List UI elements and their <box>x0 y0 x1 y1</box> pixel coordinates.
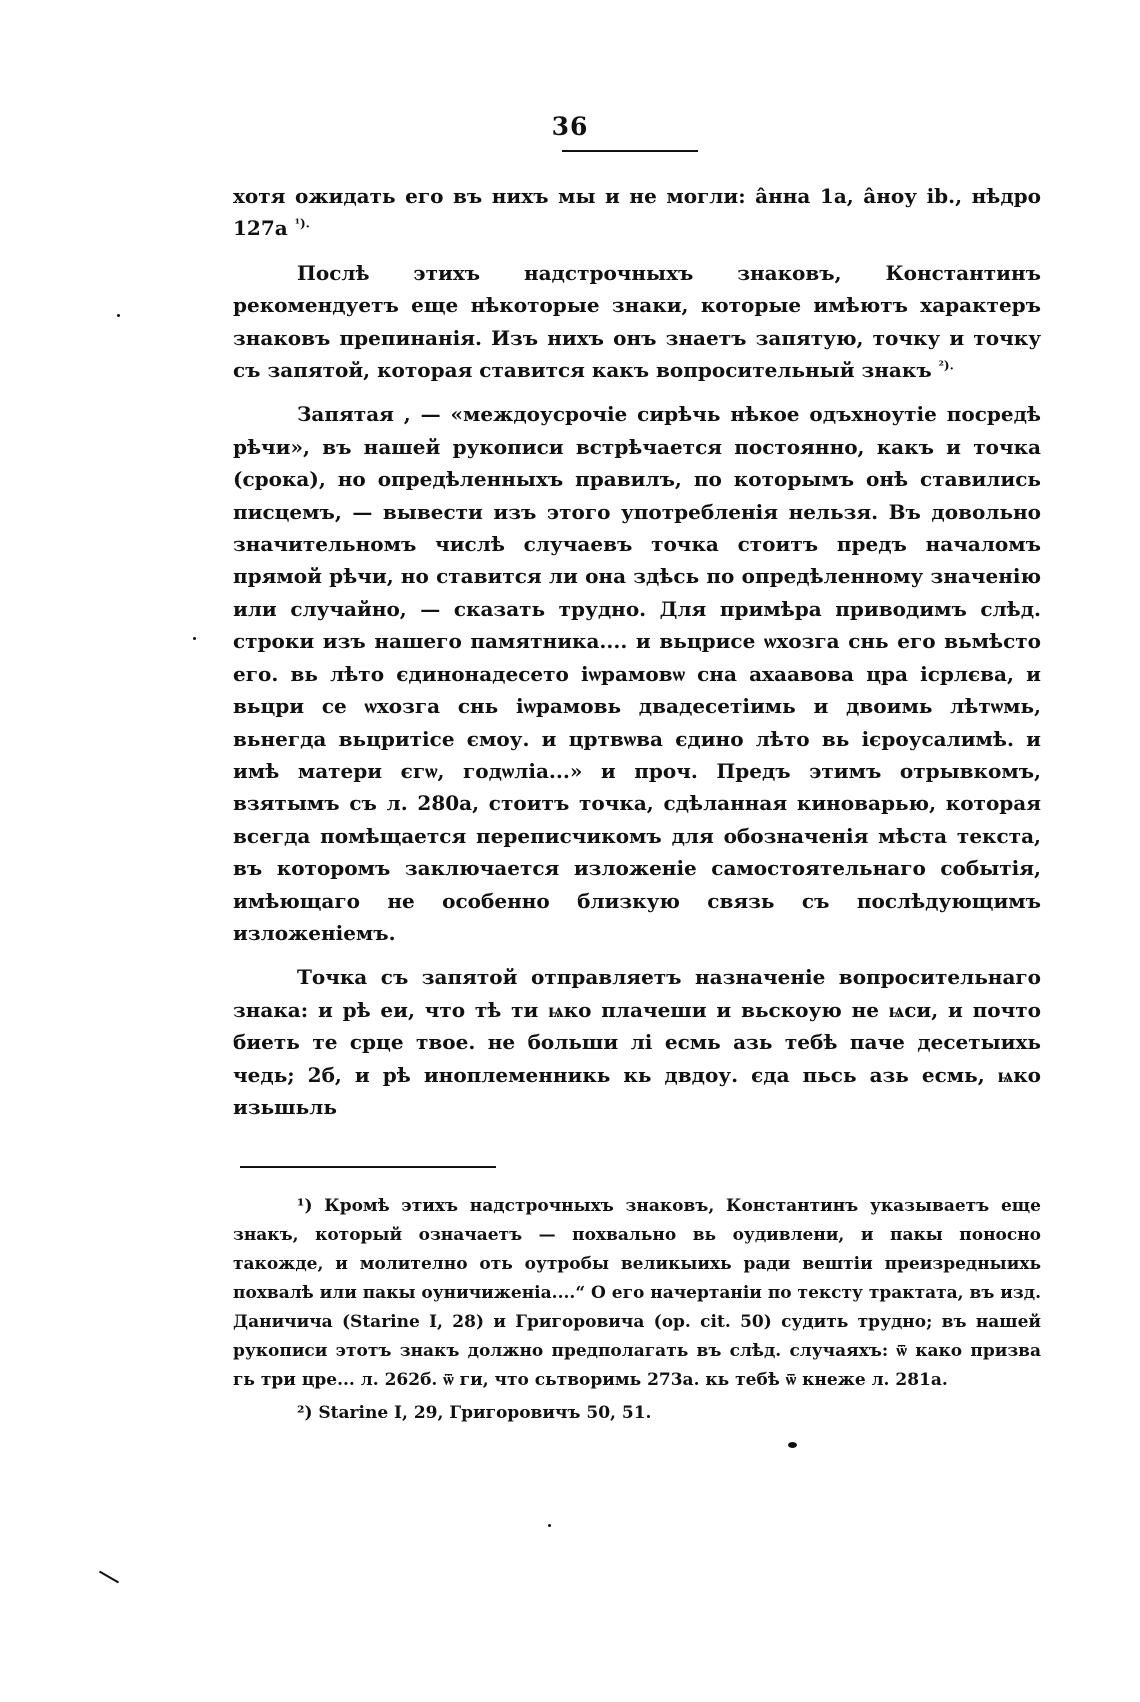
footnote-1: ¹) Кромѣ этихъ надстрочныхъ знаковъ, Константинъ указываетъ еще знакъ, который означаетъ — похвально вь оудивлени, и пакы поносно такожде, и молително оть оутробы великыихь ради вештіи преизредныихь похвалѣ или пакы оуничиженіа....“ О его начертаніи по тексту трактата, въ изд. Даничича (Starine I, 28) и Григоровича (op. cit. 50) судить трудно; въ нашей рукописи этотъ знакъ должно предполагать въ слѣд. случаяхъ: ѿ како призва гь три цре... л. 262б. ѿ ги, что сьтворимь 273а. кь тебѣ ѿ кнеже л. 281а. <box>233 1196 1041 1390</box>
paragraph-text: Послѣ этихъ надстрочныхъ знаковъ, Константинъ рекомендуетъ еще нѣкоторые знаки, которые имѣютъ характеръ знаковъ препинанія. Изъ нихъ онъ знаетъ запятую, точку и точку съ запятой, которая ставится какъ вопросительный знакъ <box>233 260 1041 383</box>
scan-stroke <box>99 1571 119 1584</box>
scan-speck <box>548 1524 551 1527</box>
footnote-ref-2: ²). <box>938 358 954 373</box>
paragraph-2 <box>233 257 1041 387</box>
paragraph-text: Точка съ запятой отправляетъ назначеніе вопросительнаго знака: и рѣ еи, что тѣ ти ѩко плачеши и вьскоую не ѩси, и почто биеть те срце твое. не больши лі есмь азь тебѣ паче десетыихь чедь; 2б, и рѣ иноплеменникь кь двдоу. єда пьсь азь есмь, ѩко изьшьль <box>233 965 1041 1119</box>
paragraph-3 <box>233 398 1041 949</box>
footnote-ref-1: ¹). <box>294 216 310 231</box>
body-text <box>233 180 1041 1135</box>
scan-speck <box>788 1442 797 1448</box>
scan-speck <box>193 637 196 640</box>
paragraph-4 <box>233 961 1041 1123</box>
page-number: 36 <box>551 112 589 141</box>
scan-speck <box>117 314 120 317</box>
footnotes <box>233 1192 1041 1432</box>
page-number-rule <box>562 150 698 152</box>
paragraph-1 <box>233 180 1041 245</box>
footnote-separator <box>240 1166 496 1168</box>
paragraph-text: Запятая , — «междоусрочіе сирѣчь нѣкое одъхноутіе посредѣ рѣчи», въ нашей рукописи встрѣчается постоянно, какъ и точка (срока), но опредѣленныхъ правилъ, по которымъ онѣ ставились писцемъ, — вывести изъ этого употребленія нельзя. Въ довольно значительномъ числѣ случаевъ точка стоитъ предъ началомъ прямой рѣчи, но ставится ли она здѣсь по опредѣленному значенію или случайно, — сказать трудно. Для примѣра приводимъ слѣд. строки изъ нашего памятника.... и вьцрисе ѡхозга снь его вьмѣсто его. вь лѣто єдинонадесето іѡрамовѡ сна ахаавова цра ісрлєва, и вьцри се ѡхозга снь іѡрамовь двадесетіимь и двоимь лѣтѡмь, вьнегда вьцритісе ємоу. и цртвѡва єдино лѣто вь ієроусалимѣ. и имѣ матери єгѡ, годѡліа...» и проч. Предъ этимъ отрывкомъ, взятымъ съ л. 280а, стоитъ точка, сдѣланная киноварью, которая всегда помѣщается переписчикомъ для обозначенія мѣста текста, въ которомъ заключается изложеніе самостоятельнаго событія, имѣющаго не особенно близкую связь съ послѣдующимъ изложеніемъ. <box>233 402 1041 945</box>
footnote-2: ²) Starine I, 29, Григоровичъ 50, 51. <box>297 1403 652 1423</box>
paragraph-text: хотя ожидать его въ нихъ мы и не могли: а̂нна 1а, а̂ноу іb., нѣдро 127а <box>233 184 1041 241</box>
